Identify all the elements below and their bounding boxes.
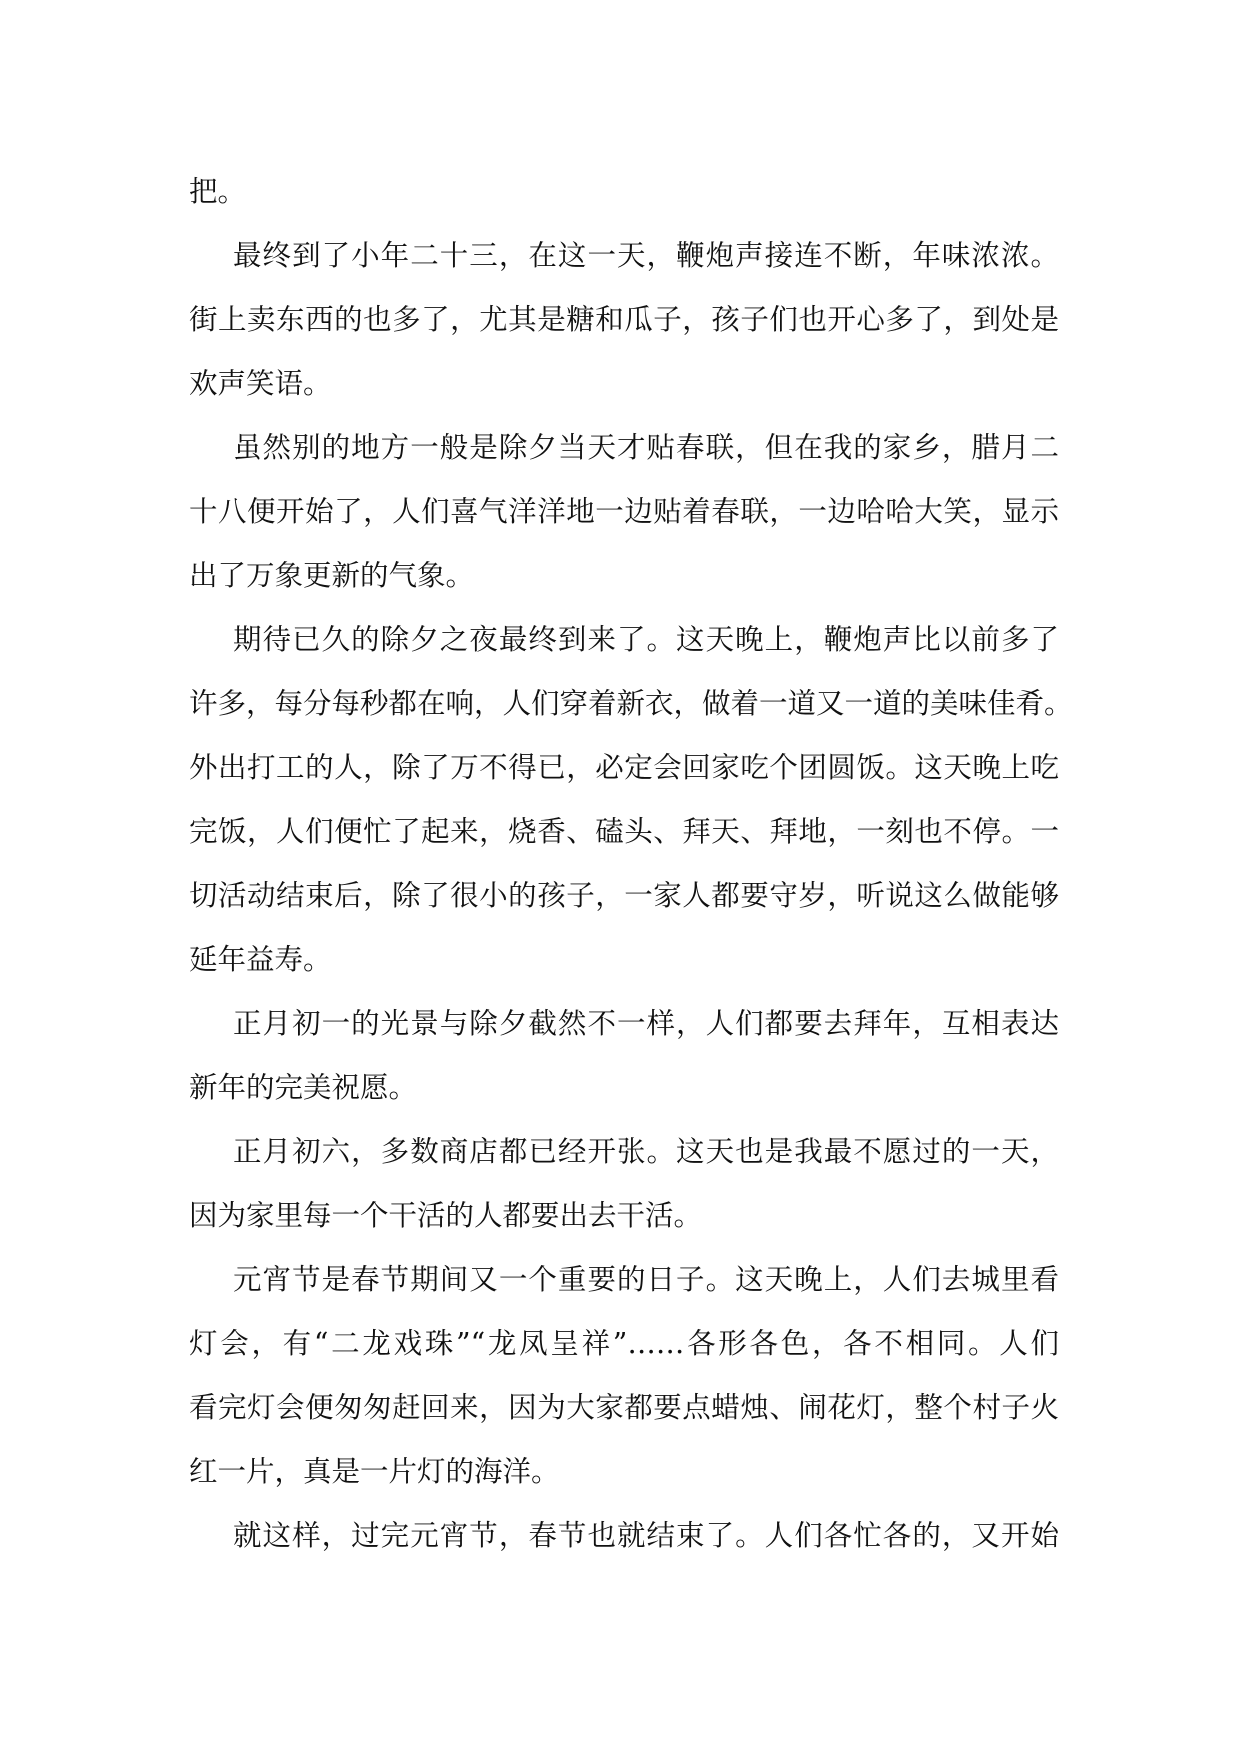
paragraph	[189, 160, 1059, 224]
paragraph	[189, 416, 1059, 608]
text-line: 十八便开始了，人们喜气洋洋地一边贴着春联，一边哈哈大笑，显示	[189, 495, 1059, 528]
text-line: 正月初一的光景与除夕截然不一样，人们都要去拜年，互相表达	[233, 1007, 1059, 1040]
text-line: 完饭，人们便忙了起来，烧香、磕头、拜天、拜地，一刻也不停。一	[189, 815, 1059, 848]
text-line: 出了万象更新的气象。	[189, 559, 475, 592]
text-line: 看完灯会便匆匆赶回来，因为大家都要点蜡烛、闹花灯，整个村子火	[189, 1391, 1059, 1424]
text-line: 最终到了小年二十三，在这一天，鞭炮声接连不断，年味浓浓。	[233, 239, 1059, 272]
paragraph	[189, 1248, 1059, 1504]
text-line: 期待已久的除夕之夜最终到来了。这天晚上，鞭炮声比以前多了	[233, 623, 1059, 656]
paragraph	[189, 608, 1073, 992]
text-line: 切活动结束后，除了很小的孩子，一家人都要守岁，听说这么做能够	[189, 879, 1059, 912]
text-line: 虽然别的地方一般是除夕当天才贴春联，但在我的家乡，腊月二	[233, 431, 1059, 464]
text-line: 欢声笑语。	[189, 367, 332, 400]
text-line: 正月初六，多数商店都已经开张。这天也是我最不愿过的一天，	[233, 1135, 1059, 1168]
text-line: 新年的完美祝愿。	[189, 1071, 418, 1104]
paragraph	[189, 992, 1059, 1120]
text-line: 延年益寿。	[189, 943, 332, 976]
paragraph	[189, 1120, 1059, 1248]
paragraph	[189, 1504, 1059, 1568]
text-line: 就这样，过完元宵节，春节也就结束了。人们各忙各的，又开始	[233, 1519, 1059, 1552]
text-line: 许多，每分每秒都在响，人们穿着新衣，做着一道又一道的美味佳肴。	[189, 687, 1073, 720]
paragraph	[189, 224, 1059, 416]
document-body	[189, 160, 1073, 1568]
text-line: 元宵节是春节期间又一个重要的日子。这天晚上，人们去城里看	[233, 1263, 1059, 1296]
text-line: 把。	[189, 175, 247, 208]
text-line: 因为家里每一个干活的人都要出去干活。	[189, 1199, 703, 1232]
text-line: 街上卖东西的也多了，尤其是糖和瓜子，孩子们也开心多了，到处是	[189, 303, 1059, 336]
text-line: 灯会，有“二龙戏珠”“龙凤呈祥”……各形各色，各不相同。人们	[189, 1327, 1059, 1360]
text-line: 外出打工的人，除了万不得已，必定会回家吃个团圆饭。这天晚上吃	[189, 751, 1059, 784]
text-line: 红一片，真是一片灯的海洋。	[189, 1455, 560, 1488]
